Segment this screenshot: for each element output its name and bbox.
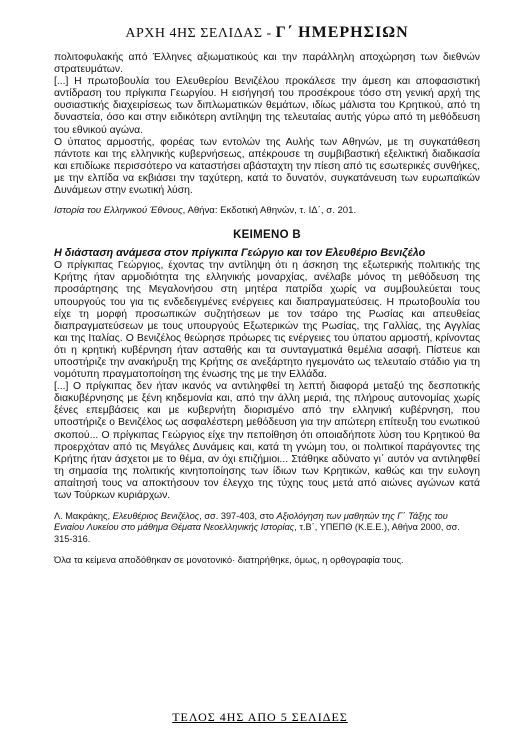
ref-title: Ελευθέριος Βενιζέλος — [112, 511, 200, 522]
text-b-subtitle: Η διάσταση ανάμεσα στον πρίγκιπα Γεώργιο και τον Ελευθέριο Βενιζέλο — [54, 246, 426, 259]
ref-collection: Αξιολόγηση των μαθητών της Γ΄ Τάξης του Ενιαίου Λυκείου στο μάθημα Θέματα Νεοελληνικής Ιστορίας — [54, 511, 448, 533]
text-b-heading: ΚΕΙΜΕΝΟ Β — [233, 228, 301, 241]
ref-pages: , σσ. 397-403, στο — [199, 511, 277, 522]
orthography-note: Όλα τα κείμενα αποδόθηκαν σε μονοτονικό· διατηρήθηκε, όμως, η ορθογραφία τους. — [54, 553, 404, 565]
text-a-source — [54, 205, 480, 217]
text-b-paragraph-2: [...] Ο πρίγκιπας δεν ήταν ικανός να αντιληφθεί τη λεπτή διαφορά μεταξύ της δεσποτικής διακυβέρνησης με ξένη κηδεμονία και, από την άλλη μεριά, της πλήρους αυτονομίας χωρίς ξένες επεμβάσεις και με κυβερνήτη διορισμένο από την ελληνική κυβέρνηση, που υποστήριζε ο Βενιζέλος ως ασφαλέστερη μεθόδευση για την απώτερη επίτευξη του ενωτικού σκοπού... Ο πρίγκιπας Γεώργιος είχε την πεποίθηση ότι οποιαδήποτε λύση του Κρητικού θα προερχόταν από τις Μεγάλες Δυνάμεις και, κατά τη γνώμη του, οι πολιτικοί παράγοντες της Κρήτης ήταν άσχετοι με το θέμα, αν όχι επιζήμιοι... Στάθηκε αδύνατο γι΄ αυτόν να αντιληφθεί τη σημασία της πολιτικής κινητοποίησης των ίδιων των Κρητικών, καθώς και την ευλογη απαίτησή τους να αποκτήσουν τον έλεγχο της τύχης τους μετά από αιώνες αγώνων κατά των Τούρκων κυριάρχων. — [54, 381, 480, 501]
text-b-paragraph-1: Ο πρίγκιπας Γεώργιος, έχοντας την αντίληψη ότι η άσκηση της εξωτερικής πολιτικής της Κρήτης ήταν αρμοδιότητα της ελληνικής μοναρχίας, ανέλαβε μόνος τη μεθόδευση της προσάρτησης της Μεγαλονήσου στη μητέρα πατρίδα χωρίς να συμβουλεύεται τους υπουργούς του για τις ενδεδειγμένες ενέργειες και διαπραγματεύσεις. Η πρωτοβουλία του είχε τη μορφή προσωπικών συζητήσεων με τον τσάρο της Ρωσίας και απευθείας διαπραγματεύσεων με τους υπουργούς Εξωτερικών της Ρωσίας, της Γαλλίας, της Αγγλίας και της Ιταλίας. Ο Βενιζέλος θεώρησε πρόωρες τις ενέργειες του ύπατου αρμοστή, κρίνοντας ότι η κρητική κυβέρνηση ήταν ασταθής και τα συνταγματικά θεμέλια ασαφή. Πίστευε και υποστήριζε την ανακήρυξη της Κρήτης σε ανεξάρτητο ηγεμονάτο ως τελευταίο στάδιο για τη νομότυπη πραγματοποίηση της ένωσης της με την Ελλάδα. — [54, 260, 480, 381]
page-footer: ΤΕΛΟΣ 4ΗΣ ΑΠΟ 5 ΣΕΛΙΔΕΣ — [172, 710, 348, 724]
ref-author: Λ. Μακράκης, — [54, 511, 113, 522]
text-a-source-details: , Αθήνα: Εκδοτική Αθηνών, τ. ΙΔ΄, σ. 201. — [182, 205, 357, 217]
text-a-paragraph-3: Ο ύπατος αρμοστής, φορέας των εντολών της Αυλής των Αθηνών, με τη συγκατάθεση πάντοτε και της ελληνικής κυβερνήσεως, απέκρουσε τη συμβιβαστική εξελικτική διαδικασία και επιδίωκε περισσότερο να καταστήσει αβάσταχτη την πίεση από τις εσωτερικές συνθήκες, με την ελπίδα να εκβιάσει την ταχύτερη, κατά το δυνατόν, συγκατάνευση των ευρωπαϊκών Δυνάμεων στην ενωτική λύση. — [54, 136, 480, 197]
page-header — [54, 24, 480, 42]
text-a-paragraph-1: πολιτοφυλακής από Έλληνες αξιωματικούς και την παράλληλη αποχώρηση των διεθνών στρατευμάτων. — [54, 52, 480, 76]
ref-publication: , τ.Β΄, ΥΠΕΠΘ (Κ.Ε.Ε.), Αθήνα 2000, σσ. 315-316. — [54, 522, 460, 544]
header-page-marker: ΑΡΧΗ 4ΗΣ ΣΕΛΙΔΑΣ - — [125, 26, 276, 41]
text-b-reference — [54, 511, 480, 545]
text-a-source-title: Ιστορία του Ελληνικού Έθνους — [54, 205, 183, 217]
text-a-paragraph-2: [...] Η πρωτοβουλία του Ελευθερίου Βενιζέλου προκάλεσε την άμεση και αποφασιστική αντίδραση του πρίγκιπα Γεωργίου. Η εισήγησή του προσέκρουε τόσο στη γενική αρχή της ουσιαστικής διαχειρίσεως των διπλωματικών θεμάτων, ιδίως μάλιστα του Κρητικού, από τη δυναστεία, όσο και στην ειδικότερη αντίληψη της τελευταίας αυτής γύρω από τη μεθόδευση του εθνικού αγώνα. — [54, 76, 480, 136]
header-grade: Γ΄ ΗΜΕΡΗΣΙΩΝ — [275, 24, 409, 41]
